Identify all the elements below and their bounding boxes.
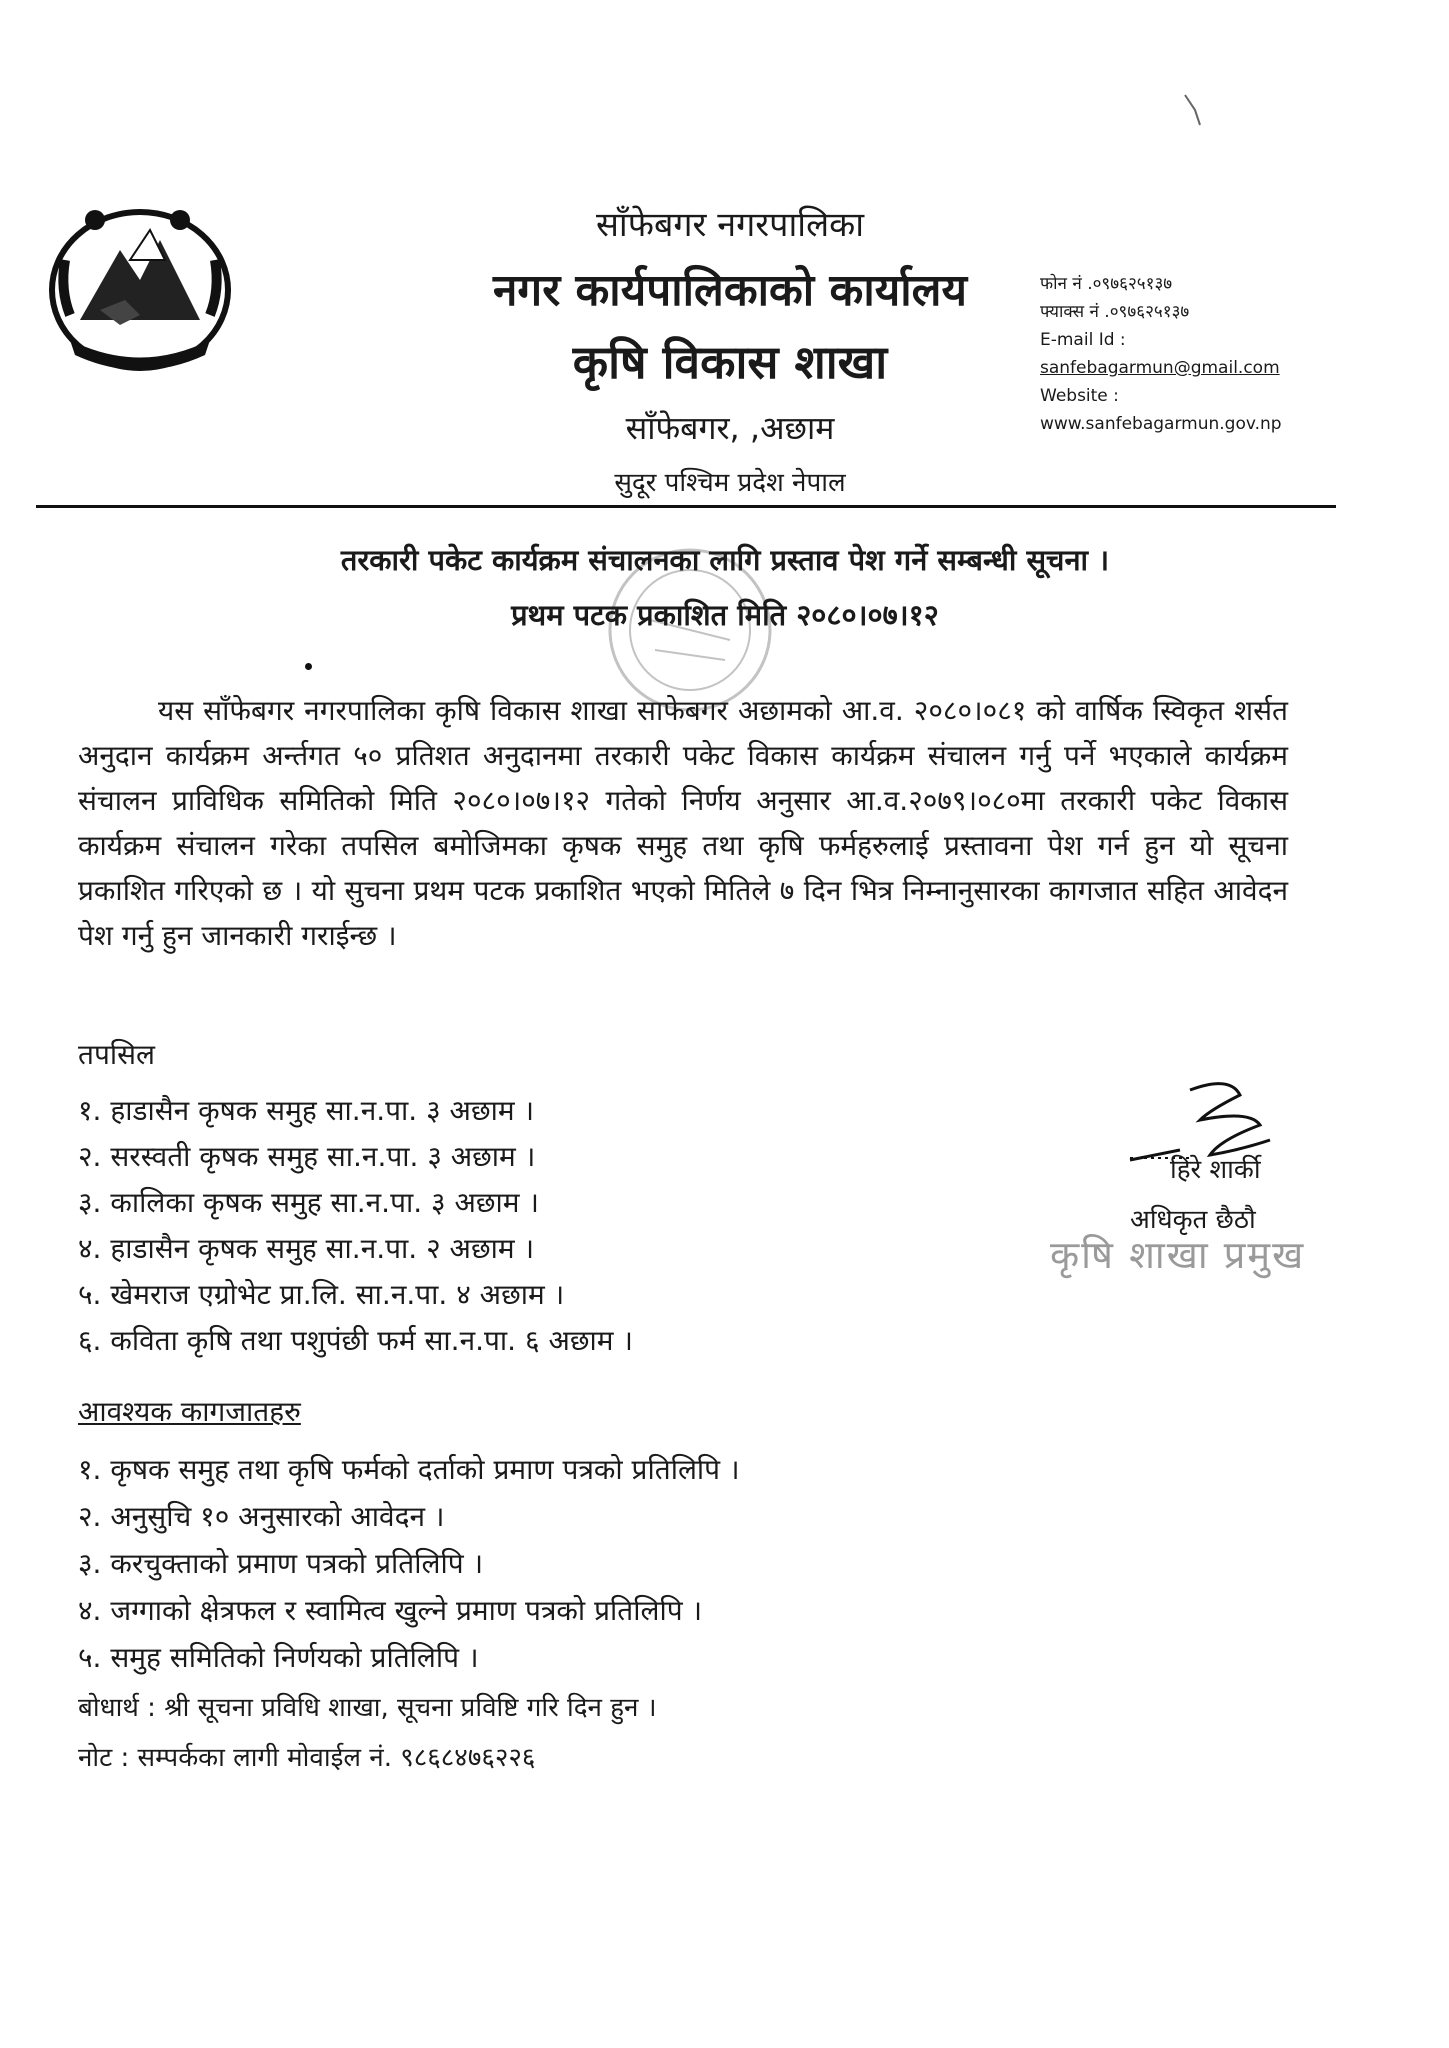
list-item: ४. हाडासैन कृषक समुह सा.न.पा. २ अछाम । xyxy=(78,1232,535,1265)
documents-heading: आवश्यक कागजातहरु xyxy=(78,1395,301,1428)
notice-subject xyxy=(100,540,1350,634)
ink-dot xyxy=(305,663,312,670)
signatory-title: अधिकृत छैठौ xyxy=(1130,1205,1256,1235)
list-item: ५. खेमराज एग्रोभेट प्रा.लि. सा.न.पा. ४ अछाम । xyxy=(78,1278,565,1311)
documents-list xyxy=(78,1446,740,1681)
signatory-stamp: कृषि शाखा प्रमुख xyxy=(1050,1233,1306,1277)
office-name: नगर कार्यपालिकाको कार्यालय xyxy=(493,265,967,316)
email-label: E-mail Id : xyxy=(1040,330,1126,350)
tapasil-list xyxy=(78,1088,633,1364)
branch-name: कृषि विकास शाखा xyxy=(572,335,888,389)
scan-mark-icon xyxy=(1180,90,1210,130)
website-url[interactable]: www.sanfebagarmun.gov.np xyxy=(1040,414,1282,434)
nepal-emblem-icon xyxy=(40,190,240,380)
website-label: Website : xyxy=(1040,386,1119,406)
publish-date: प्रथम पटक प्रकाशित मिति २०८०।०७।१२ xyxy=(511,598,939,632)
fax-number: फ्याक्स नं .०९७६२५१३७ xyxy=(1040,302,1190,322)
list-item: ६. कविता कृषि तथा पशुपंछी फर्म सा.न.पा. ६ अछाम । xyxy=(78,1324,633,1357)
note-line: नोट : सम्पर्कका लागी मोवाईल नं. ९८६८४७६२२६ xyxy=(78,1743,536,1773)
list-item: १. हाडासैन कृषक समुह सा.न.पा. ३ अछाम । xyxy=(78,1094,535,1127)
office-header xyxy=(420,200,1040,499)
email-address[interactable]: sanfebagarmun@gmail.com xyxy=(1040,358,1280,378)
list-item: ३. करचुक्ताको प्रमाण पत्रको प्रतिलिपि । xyxy=(78,1547,484,1580)
list-item: १. कृषक समुह तथा कृषि फर्मको दर्ताको प्रमाण पत्रको प्रतिलिपि । xyxy=(78,1453,740,1486)
contact-block xyxy=(1040,270,1310,438)
list-item: ५. समुह समितिको निर्णयको प्रतिलिपि । xyxy=(78,1641,479,1674)
signatory-name: हिरे शार्की xyxy=(1170,1155,1261,1185)
municipality-name: साँफेबगर नगरपालिका xyxy=(595,205,865,245)
notice-body: यस साँफेबगर नगरपालिका कृषि विकास शाखा साफेबगर अछामको आ.व. २०८०।०८१ को वार्षिक स्विकृत शर्सत अनुदान कार्यक्रम अर्न्तगत ५० प्रतिशत अनुदानमा तरकारी पकेट विकास कार्यक्रम संचालन गर्नु पर्ने भएकाले कार्यक्रम संचालन प्राविधिक समितिको मिति २०८०।०७।१२ गतेको निर्णय अनुसार आ.व.२०७९।०८०मा तरकारी पकेट विकास कार्यक्रम संचालन गरेका तपसिल बमोजिमका कृषक समुह तथा कृषि फर्महरुलाई प्रस्तावना पेश गर्न हुन यो सूचना प्रकाशित गरिएको छ । यो सुचना प्रथम पटक प्रकाशित भएको मितिले ७ दिन भित्र निम्नानुसारका कागजात सहित आवेदन पेश गर्नु हुन जानकारी गराईन्छ । xyxy=(78,694,1288,952)
header-divider xyxy=(36,505,1336,508)
subject-title: तरकारी पकेट कार्यक्रम संचालनका लागि प्रस्ताव पेश गर्ने सम्बन्धी सूचना । xyxy=(340,543,1110,577)
list-item: ४. जग्गाको क्षेत्रफल र स्वामित्व खुल्ने प्रमाण पत्रको प्रतिलिपि । xyxy=(78,1594,703,1627)
tapasil-heading: तपसिल xyxy=(78,1038,156,1071)
list-item: २. सरस्वती कृषक समुह सा.न.पा. ३ अछाम । xyxy=(78,1140,536,1173)
bodhartha-line: बोधार्थ : श्री सूचना प्रविधि शाखा, सूचना प्रविष्टि गरि दिन हुन । xyxy=(78,1693,657,1723)
office-address: साँफेबगर, ,अछाम xyxy=(625,409,835,447)
list-item: २. अनुसुचि १० अनुसारको आवेदन । xyxy=(78,1500,445,1533)
list-item: ३. कालिका कृषक समुह सा.न.पा. ३ अछाम । xyxy=(78,1186,540,1219)
province-name: सुदूर पश्चिम प्रदेश नेपाल xyxy=(614,468,846,498)
phone-number: फोन नं .०९७६२५१३७ xyxy=(1040,274,1173,294)
